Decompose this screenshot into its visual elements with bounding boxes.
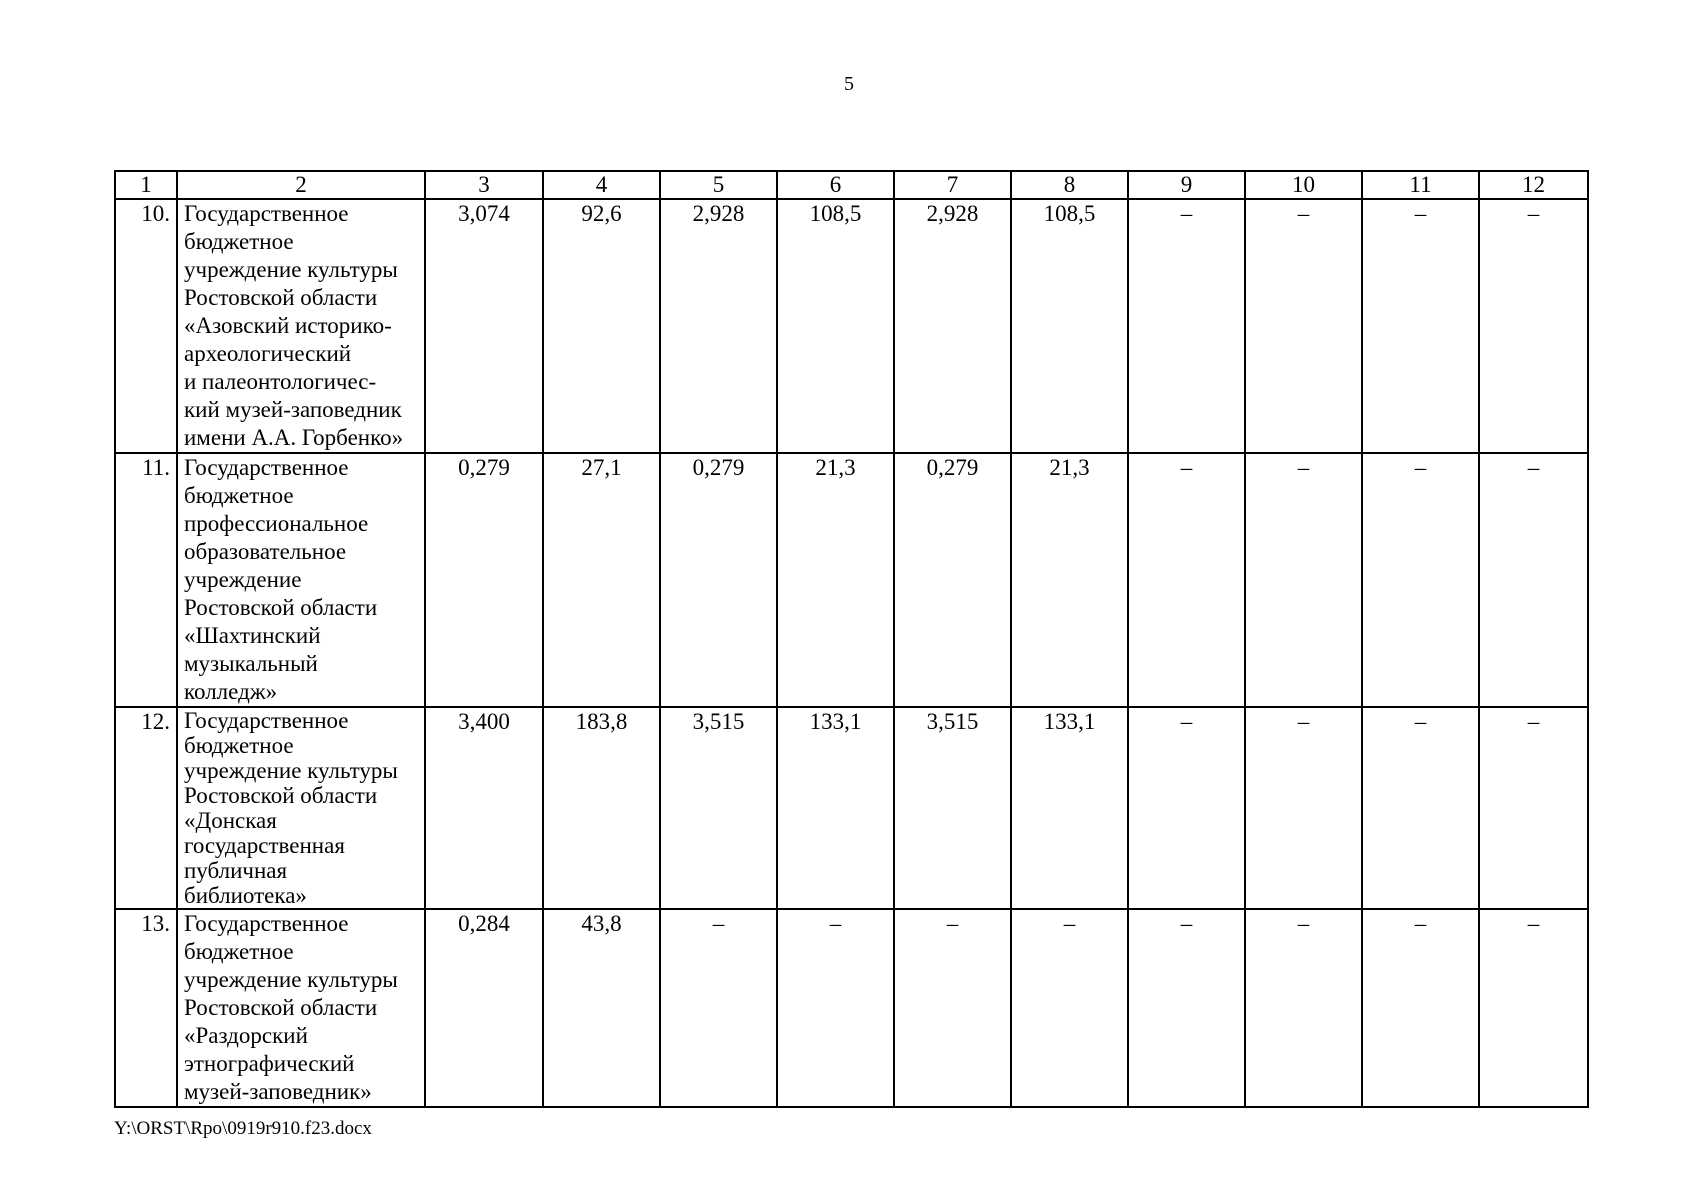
table-cell: 2,928 (660, 199, 777, 453)
column-header: 12 (1479, 171, 1588, 199)
name-line: Ростовской области (184, 783, 378, 808)
row-number: 13. (115, 909, 177, 1107)
table-cell: 0,279 (660, 453, 777, 707)
table-cell: 21,3 (777, 453, 894, 707)
institution-name (177, 199, 425, 453)
column-header: 1 (115, 171, 177, 199)
table-cell: – (1479, 909, 1588, 1107)
name-line: Ростовской области (184, 595, 378, 620)
name-line: Ростовской области (184, 995, 378, 1020)
column-header: 5 (660, 171, 777, 199)
column-header: 7 (894, 171, 1011, 199)
table-cell: 92,6 (543, 199, 660, 453)
name-line: учреждение (184, 567, 302, 592)
table-cell: – (777, 909, 894, 1107)
table-cell: 3,515 (660, 707, 777, 909)
name-line: бюджетное (184, 483, 294, 508)
name-line: колледж» (184, 679, 278, 704)
name-line: учреждение культуры (184, 967, 398, 992)
institution-name (177, 909, 425, 1107)
name-line: профессиональное (184, 511, 369, 536)
table-cell: – (1011, 909, 1128, 1107)
table-cell: – (1479, 199, 1588, 453)
table-cell: – (660, 909, 777, 1107)
page-number: 5 (844, 73, 854, 95)
column-header: 10 (1245, 171, 1362, 199)
name-line: имени А.А. Горбенко» (184, 425, 404, 450)
table-cell: – (1245, 909, 1362, 1107)
name-line: археологический (184, 341, 352, 366)
table-cell: 21,3 (1011, 453, 1128, 707)
name-line: учреждение культуры (184, 758, 398, 783)
name-line: бюджетное (184, 733, 294, 758)
table-cell: – (1362, 707, 1479, 909)
name-line: Государственное (184, 911, 349, 936)
name-line: этнографический (184, 1051, 355, 1076)
name-line: публичная (184, 858, 288, 883)
name-line: кий музей-заповедник (184, 397, 402, 422)
column-header: 8 (1011, 171, 1128, 199)
table-cell: – (1128, 453, 1245, 707)
name-line: образовательное (184, 539, 347, 564)
table-cell: 183,8 (543, 707, 660, 909)
table-cell: – (1245, 453, 1362, 707)
name-line: бюджетное (184, 939, 294, 964)
name-line: «Шахтинский (184, 623, 321, 648)
table-cell: 3,515 (894, 707, 1011, 909)
table-cell: 43,8 (543, 909, 660, 1107)
name-line: музыкальный (184, 651, 318, 676)
row-number: 10. (115, 199, 177, 453)
name-line: Государственное (184, 201, 349, 226)
table-cell: – (894, 909, 1011, 1107)
table-cell: 27,1 (543, 453, 660, 707)
name-line: Государственное (184, 455, 349, 480)
column-header: 11 (1362, 171, 1479, 199)
table-cell: 0,284 (425, 909, 543, 1107)
table-row (115, 909, 1588, 1107)
name-line: и палеонтологичес- (184, 369, 377, 394)
table-cell: 108,5 (777, 199, 894, 453)
name-line: государственная (184, 833, 345, 858)
column-header: 6 (777, 171, 894, 199)
name-line: «Азовский историко- (184, 313, 392, 338)
name-line: «Донская (184, 808, 277, 833)
column-header: 4 (543, 171, 660, 199)
data-table (114, 170, 1589, 1108)
column-header: 9 (1128, 171, 1245, 199)
table-cell: 133,1 (1011, 707, 1128, 909)
table-row (115, 453, 1588, 707)
name-line: бюджетное (184, 229, 294, 254)
column-header: 3 (425, 171, 543, 199)
institution-name (177, 707, 425, 909)
name-line: «Раздорский (184, 1023, 308, 1048)
name-line: Ростовской области (184, 285, 378, 310)
table-cell: – (1245, 707, 1362, 909)
table-cell: 0,279 (894, 453, 1011, 707)
footer-file-path: Y:\ORST\Rpo\0919r910.f23.docx (114, 1118, 372, 1139)
table-cell: 3,400 (425, 707, 543, 909)
table-row (115, 707, 1588, 909)
institution-name (177, 453, 425, 707)
table-cell: – (1479, 453, 1588, 707)
table-cell: – (1362, 453, 1479, 707)
table-cell: – (1245, 199, 1362, 453)
table-cell: – (1128, 707, 1245, 909)
row-number: 11. (115, 453, 177, 707)
table-cell: 0,279 (425, 453, 543, 707)
table-cell: 2,928 (894, 199, 1011, 453)
name-line: музей-заповедник» (184, 1079, 372, 1104)
table-cell: 108,5 (1011, 199, 1128, 453)
column-header: 2 (177, 171, 425, 199)
table-cell: – (1479, 707, 1588, 909)
table-cell: 133,1 (777, 707, 894, 909)
name-line: учреждение культуры (184, 257, 398, 282)
table-cell: – (1128, 909, 1245, 1107)
row-number: 12. (115, 707, 177, 909)
table-cell: 3,074 (425, 199, 543, 453)
table-cell: – (1362, 199, 1479, 453)
name-line: библиотека» (184, 883, 307, 908)
table-cell: – (1362, 909, 1479, 1107)
table-header-row (115, 171, 1588, 199)
table-row (115, 199, 1588, 453)
name-line: Государственное (184, 708, 349, 733)
table-cell: – (1128, 199, 1245, 453)
